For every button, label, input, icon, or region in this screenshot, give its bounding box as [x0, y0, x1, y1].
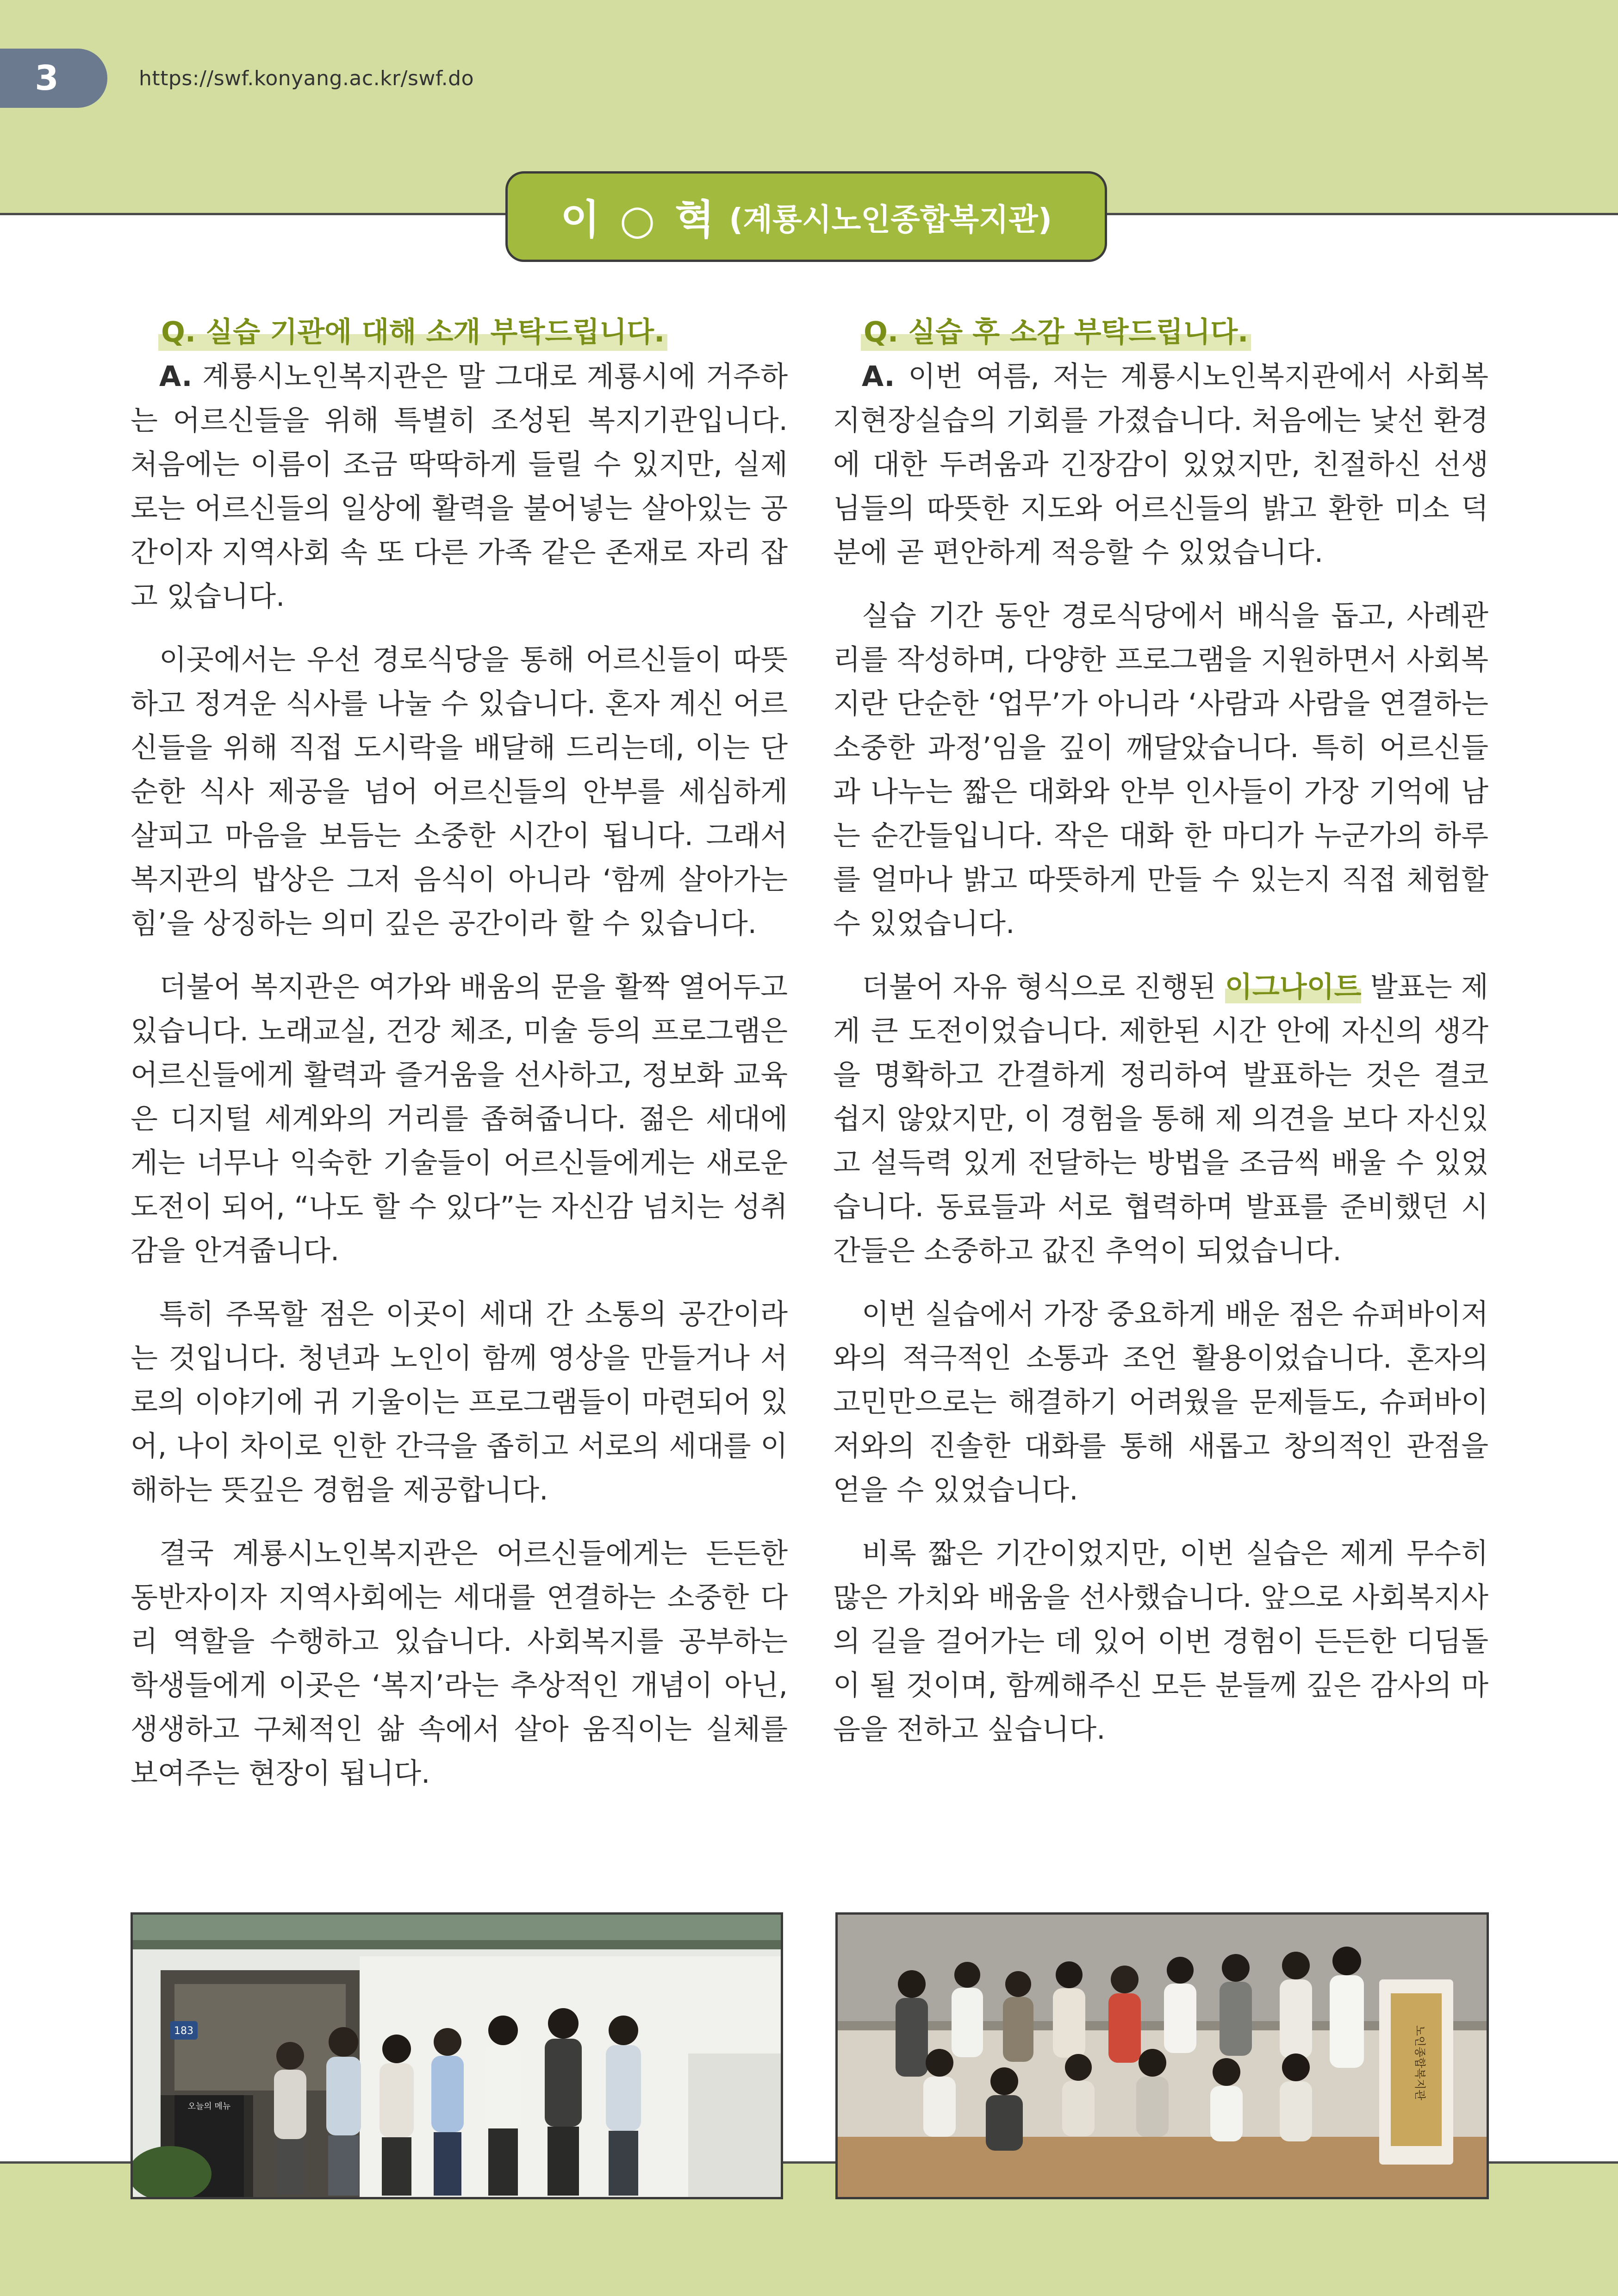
ignite-highlight: 이그나이트: [1225, 971, 1362, 1003]
paragraph: 이번 실습에서 가장 중요하게 배운 점은 슈퍼바이저와의 적극적인 소통과 조언 활용이었습니다. 혼자의 고민만으로는 해결하기 어려웠을 문제들도, 슈퍼바이저와의 진솔한 대화를 통해 새롭고 창의적인 관점을 얻을 수 있었습니다.: [833, 1298, 1488, 1506]
answer-paragraph: [131, 355, 788, 618]
banner-text: 노인종합복지관: [1413, 2025, 1426, 2101]
paragraph-text: 이번 여름, 저는 계룡시노인복지관에서 사회복지현장실습의 기회를 가졌습니다. 처음에는 낯선 환경에 대한 두려움과 긴장감이 있었지만, 친절하신 선생님들의 따뜻한 지도와 어르신들의 밝고 환한 미소 덕분에 곧 편안하게 적응할 수 있었습니다.: [833, 360, 1489, 569]
paragraph-text: 더불어 자유 형식으로 진행된: [862, 971, 1225, 1003]
menu-board-title: 오늘의 메뉴: [187, 2102, 231, 2111]
paragraph-ignite: [833, 965, 1488, 1273]
answer-paragraph: [833, 355, 1488, 574]
group-photo-outdoor: [131, 1912, 783, 2199]
question-heading: Q. 실습 기관에 대해 소개 부탁드립니다.: [158, 314, 667, 351]
paragraph: 이곳에서는 우선 경로식당을 통해 어르신들이 따뜻하고 정겨운 식사를 나눌 수 있습니다. 혼자 계신 어르신들을 위해 직접 도시락을 배달해 드리는데, 이는 단순한 식사 제공을 넘어 어르신들의 안부를 세심하게 살피고 마음을 보듬는 소중한 시간이 됩니다. 그래서 복지관의 밥상은 그저 음식이 아니라 ‘함께 살아가는 힘’을 상징하는 의미 깊은 공간이라 할 수 있습니다.: [131, 643, 788, 940]
paragraph-text: 발표는 제게 큰 도전이었습니다. 제한된 시간 안에 자신의 생각을 명확하고 간결하게 정리하여 발표하는 것은 결코 쉽지 않았지만, 이 경험을 통해 제 의견을 보다 자신있고 설득력 있게 전달하는 방법을 조금씩 배울 수 있었습니다. 동료들과 서로 협력하며 발표를 준비했던 시간들은 소중하고 값진 추억이 되었습니다.: [833, 971, 1488, 1267]
indoor-photo-illustration: [838, 1915, 1487, 2197]
interview-title: [505, 171, 1107, 262]
answer-label: A.: [862, 360, 895, 393]
paragraph: 비록 짧은 기간이었지만, 이번 실습은 제게 무수히 많은 가치와 배움을 선사했습니다. 앞으로 사회복지사의 길을 걸어가는 데 있어 이번 경험이 든든한 디딤돌이 될 것이며, 함께해주신 모든 분들께 깊은 감사의 마음을 전하고 싶습니다.: [833, 1537, 1488, 1746]
answer-label: A.: [159, 360, 193, 393]
interviewee-organization: (계룡시노인종합복지관): [729, 201, 1052, 237]
paragraph: 결국 계룡시노인복지관은 어르신들에게는 든든한 동반자이자 지역사회에는 세대를 연결하는 소중한 다리 역할을 수행하고 있습니다. 사회복지를 공부하는 학생들에게 이곳은 ‘복지’라는 추상적인 개념이 아닌, 생생하고 구체적인 삶 속에서 살아 움직이는 실체를 보여주는 현장이 됩니다.: [131, 1537, 788, 1790]
group-photo-indoor: [835, 1912, 1489, 2199]
right-column: [833, 310, 1488, 1771]
paragraph: 특히 주목할 점은 이곳이 세대 간 소통의 공간이라는 것입니다. 청년과 노인이 함께 영상을 만들거나 서로의 이야기에 귀 기울이는 프로그램들이 마련되어 있어, 나이 차이로 인한 간극을 좁히고 서로의 세대를 이해하는 뜻깊은 경험을 제공합니다.: [131, 1298, 788, 1506]
left-column: [131, 310, 788, 1815]
question-heading: Q. 실습 후 소감 부탁드립니다.: [861, 314, 1251, 351]
outdoor-photo-illustration: [133, 1915, 781, 2197]
paragraph: 실습 기간 동안 경로식당에서 배식을 돕고, 사례관리를 작성하며, 다양한 프로그램을 지원하면서 사회복지란 단순한 ‘업무’가 아니라 ‘사람과 사람을 연결하는 소중한 과정’임을 깊이 깨달았습니다. 특히 어르신들과 나누는 짧은 대화와 안부 인사들이 가장 기억에 남는 순간들입니다. 작은 대화 한 마디가 누군가의 하루를 얼마나 밝고 따뜻하게 만들 수 있는지 직접 체험할 수 있었습니다.: [833, 599, 1488, 940]
sign-number: 183: [174, 2025, 193, 2037]
paragraph-text: 계룡시노인복지관은 말 그대로 계룡시에 거주하는 어르신들을 위해 특별히 조성된 복지기관입니다. 처음에는 이름이 조금 딱딱하게 들릴 수 있지만, 실제로는 어르신들의 일상에 활력을 불어넣는 살아있는 공간이자 지역사회 속 또 다른 가족 같은 존재로 자리 잡고 있습니다.: [131, 360, 788, 613]
paragraph: 더불어 복지관은 여가와 배움의 문을 활짝 열어두고 있습니다. 노래교실, 건강 체조, 미술 등의 프로그램은 어르신들에게 활력과 즐거움을 선사하고, 정보화 교육은 디지털 세계와의 거리를 좁혀줍니다. 젊은 세대에게는 너무나 익숙한 기술들이 어르신들에게는 새로운 도전이 되어, “나도 할 수 있다”는 자신감 넘치는 성취감을 안겨줍니다.: [131, 971, 788, 1267]
interviewee-name: 이 ○ 혁: [560, 196, 717, 243]
site-url[interactable]: https://swf.konyang.ac.kr/swf.do: [139, 67, 474, 90]
page-number: 3: [0, 49, 107, 108]
